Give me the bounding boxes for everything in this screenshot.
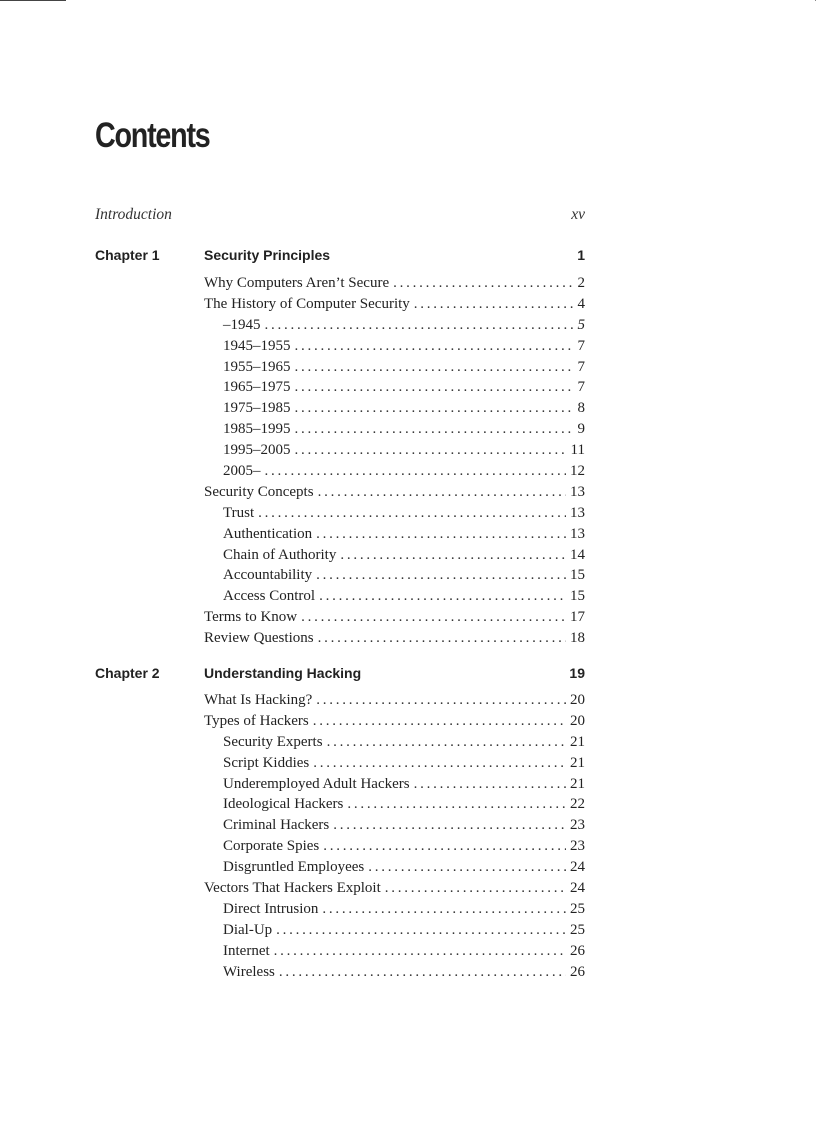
toc-entry-label: Access Control — [223, 588, 316, 605]
chapter-1-entries — [204, 275, 585, 651]
toc-entry-page: 14 — [570, 546, 585, 563]
toc-entry[interactable] — [204, 880, 585, 901]
toc-entry-page: 9 — [577, 421, 585, 438]
toc-entry[interactable] — [204, 317, 585, 338]
dot-leader — [295, 442, 567, 459]
toc-entry-page: 18 — [570, 630, 585, 647]
toc-entry[interactable] — [204, 796, 585, 817]
dot-leader — [258, 505, 566, 522]
dot-leader — [333, 817, 566, 834]
toc-entry[interactable] — [204, 526, 585, 547]
toc-entry[interactable] — [204, 817, 585, 838]
dot-leader — [414, 776, 566, 793]
toc-entry-label: Direct Intrusion — [223, 900, 319, 917]
toc-entry-page: 8 — [577, 400, 585, 417]
toc-entry-label: Dial-Up — [223, 921, 273, 938]
chapter-1-heading[interactable] — [95, 247, 585, 267]
toc-entry-page: 20 — [570, 692, 585, 708]
toc-entry-label: 2005– — [223, 463, 261, 480]
dot-leader — [295, 359, 574, 376]
toc-entry-page: 21 — [570, 775, 585, 792]
introduction-page: xv — [571, 206, 585, 223]
chapter-title: Security Principles — [204, 247, 331, 263]
toc-entry-label: –1945 — [223, 316, 261, 333]
toc-entry-page: 7 — [577, 358, 585, 375]
toc-entry-label: Internet — [223, 942, 270, 959]
toc-entry-label: Script Kiddies — [223, 754, 310, 771]
toc-entry[interactable] — [204, 734, 585, 755]
toc-entry[interactable] — [204, 359, 585, 380]
toc-entry[interactable] — [204, 630, 585, 651]
dot-leader — [319, 588, 566, 605]
toc-entry-page: 26 — [570, 963, 585, 980]
introduction-label: Introduction — [95, 206, 172, 223]
dot-leader — [316, 567, 566, 584]
dot-leader — [295, 421, 574, 438]
toc-entry-label: 1975–1985 — [223, 400, 291, 417]
toc-entry-label: Wireless — [223, 963, 275, 980]
dot-leader — [393, 275, 573, 292]
dot-leader — [295, 379, 574, 396]
toc-entry-page: 13 — [570, 525, 585, 542]
toc-entry-page: 7 — [577, 337, 585, 354]
toc-entry-page: 23 — [570, 838, 585, 855]
chapter-page: 19 — [569, 665, 585, 681]
toc-entry[interactable] — [204, 859, 585, 880]
toc-entry-label: 1995–2005 — [223, 442, 291, 459]
toc-entry-label: Ideological Hackers — [223, 796, 344, 813]
toc-entry[interactable] — [204, 484, 585, 505]
toc-entry[interactable] — [204, 776, 585, 797]
dot-leader — [316, 692, 566, 709]
toc-entry[interactable] — [204, 338, 585, 359]
toc-entry-page: 21 — [570, 754, 585, 771]
toc-entry-page: 12 — [570, 463, 585, 480]
dot-leader — [295, 400, 574, 417]
toc-entry[interactable] — [204, 442, 585, 463]
chapter-title: Understanding Hacking — [204, 665, 362, 681]
toc-entry-page: 17 — [570, 609, 585, 626]
toc-entry[interactable] — [204, 379, 585, 400]
chapter-2-heading[interactable] — [95, 665, 585, 685]
toc-entry-label: Review Questions — [204, 630, 314, 647]
toc-entry[interactable] — [204, 692, 585, 713]
toc-entry-page: 21 — [570, 733, 585, 750]
toc-entry-page: 4 — [577, 295, 585, 312]
dot-leader — [279, 964, 566, 981]
toc-entry[interactable] — [204, 838, 585, 859]
toc-entry-label: 1945–1955 — [223, 337, 291, 354]
toc-entry[interactable] — [204, 296, 585, 317]
dot-leader — [295, 338, 574, 355]
dot-leader — [316, 526, 566, 543]
toc-entry-label: Disgruntled Employees — [223, 859, 365, 876]
toc-entry[interactable] — [204, 943, 585, 964]
toc-entry[interactable] — [204, 400, 585, 421]
toc-entry-label: Chain of Authority — [223, 546, 337, 563]
dot-leader — [340, 547, 566, 564]
toc-entry-label: Security Experts — [223, 733, 323, 750]
toc-entry-page: 15 — [570, 588, 585, 605]
toc-entry[interactable] — [204, 609, 585, 630]
dot-leader — [301, 609, 566, 626]
toc-entry-page: 25 — [570, 900, 585, 917]
toc-entry-page: 15 — [570, 567, 585, 584]
toc-entry-label: Vectors That Hackers Exploit — [204, 880, 381, 897]
toc-entry-label: Authentication — [223, 525, 313, 542]
dot-leader — [318, 630, 566, 647]
toc-entry-label: Accountability — [223, 567, 313, 584]
toc-entry-page: 5 — [577, 316, 585, 333]
dot-leader — [347, 796, 566, 813]
toc-entry[interactable] — [204, 964, 585, 985]
toc-entry-label: Types of Hackers — [204, 712, 309, 729]
toc-entry[interactable] — [204, 275, 585, 296]
chapter-label: Chapter 2 — [95, 665, 160, 681]
toc-entry-page: 7 — [577, 379, 585, 396]
toc-entry-page: 23 — [570, 817, 585, 834]
toc-entry-page: 24 — [570, 859, 585, 876]
toc-entry[interactable] — [204, 463, 585, 484]
dot-leader — [322, 901, 566, 918]
dot-leader — [313, 713, 566, 730]
toc-entry-label: Terms to Know — [204, 609, 298, 626]
toc-entry-page: 11 — [570, 442, 585, 459]
dot-leader — [265, 463, 567, 480]
dot-leader — [274, 943, 566, 960]
toc-entry-label: Underemployed Adult Hackers — [223, 775, 410, 792]
toc-entry-page: 13 — [570, 483, 585, 500]
toc-entry[interactable] — [204, 901, 585, 922]
toc-entry-label: The History of Computer Security — [204, 295, 410, 312]
dot-leader — [414, 296, 574, 313]
toc-entry[interactable] — [204, 421, 585, 442]
dot-leader — [265, 317, 574, 334]
toc-entry-label: Security Concepts — [204, 483, 314, 500]
chapter-2-entries — [204, 692, 585, 984]
dot-leader — [276, 922, 566, 939]
toc-entry[interactable] — [204, 588, 585, 609]
dot-leader — [318, 484, 566, 501]
corner-rule — [0, 0, 66, 1]
toc-entry[interactable] — [204, 755, 585, 776]
toc-entry[interactable] — [204, 505, 585, 526]
toc-entry-label: Trust — [223, 504, 255, 521]
toc-entry-label: What Is Hacking? — [204, 692, 313, 708]
toc-introduction[interactable] — [95, 206, 585, 226]
toc-entry[interactable] — [204, 547, 585, 568]
toc-entry-label: Why Computers Aren’t Secure — [204, 275, 390, 291]
toc-entry-page: 20 — [570, 712, 585, 729]
toc-entry[interactable] — [204, 713, 585, 734]
chapter-page: 1 — [577, 247, 585, 263]
toc-entry-label: 1985–1995 — [223, 421, 291, 438]
toc-entry-page: 22 — [570, 796, 585, 813]
chapter-label: Chapter 1 — [95, 247, 160, 263]
toc-entry[interactable] — [204, 567, 585, 588]
toc-entry-label: Criminal Hackers — [223, 817, 330, 834]
dot-leader — [327, 734, 566, 751]
dot-leader — [385, 880, 566, 897]
toc-entry[interactable] — [204, 922, 585, 943]
toc-entry-page: 24 — [570, 880, 585, 897]
toc-entry-label: 1955–1965 — [223, 358, 291, 375]
dot-leader — [368, 859, 566, 876]
toc-entry-page: 26 — [570, 942, 585, 959]
dot-leader — [323, 838, 566, 855]
page-title: Contents — [95, 116, 210, 155]
toc-entry-page: 2 — [577, 275, 585, 291]
dot-leader — [313, 755, 566, 772]
toc-entry-label: Corporate Spies — [223, 838, 320, 855]
toc-entry-page: 13 — [570, 504, 585, 521]
toc-entry-page: 25 — [570, 921, 585, 938]
toc-entry-label: 1965–1975 — [223, 379, 291, 396]
